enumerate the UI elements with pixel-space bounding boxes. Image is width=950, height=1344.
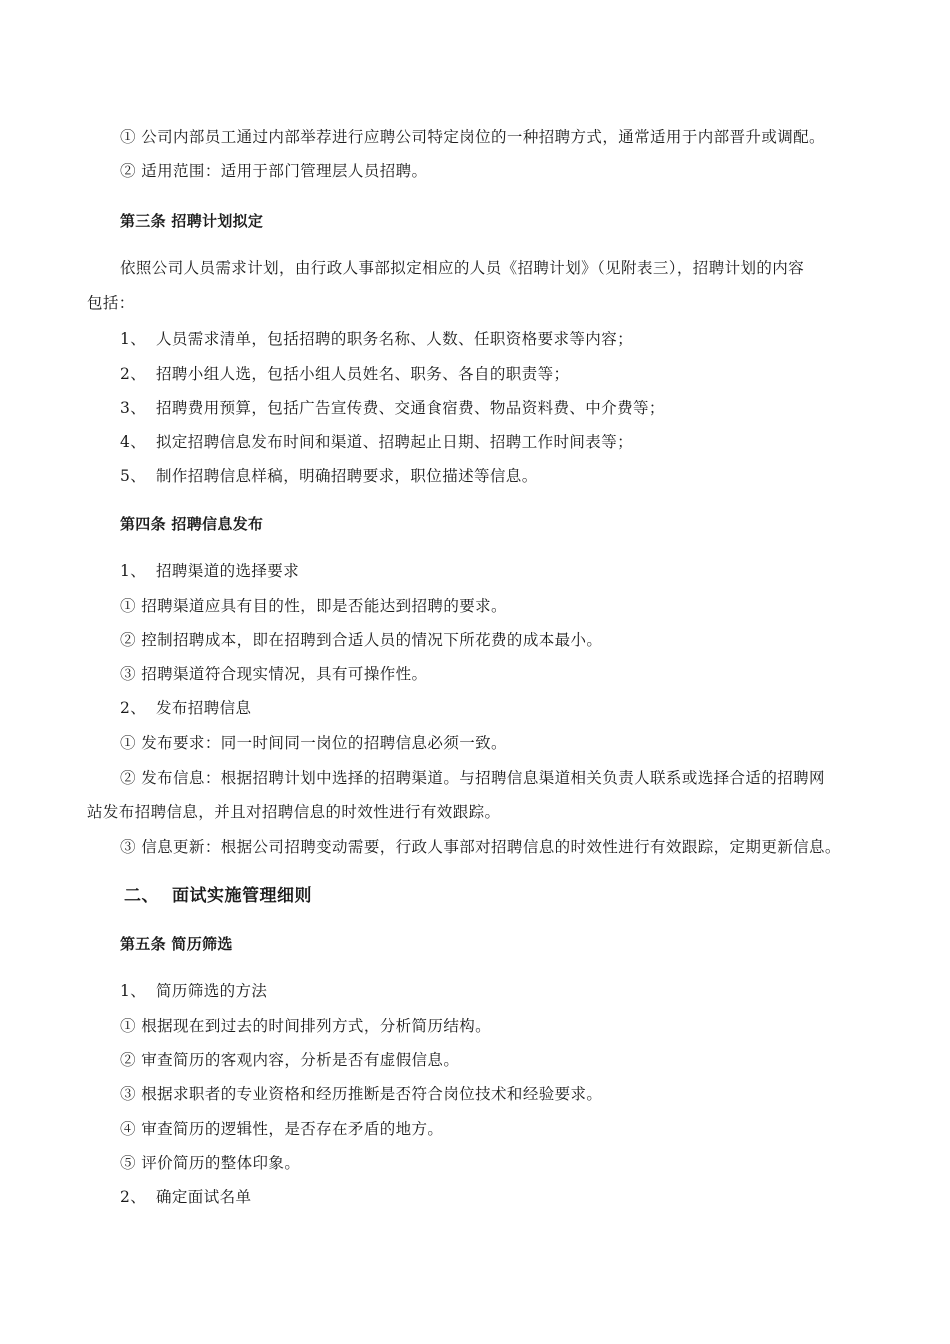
- list-number: 2、: [120, 699, 147, 717]
- list-item: [120, 980, 267, 1002]
- list-text: 确定面试名单: [156, 1188, 252, 1206]
- list-item: [120, 328, 633, 350]
- list-item: [120, 465, 538, 487]
- paragraph-screen-method-4: ④ 审查简历的逻辑性，是否存在矛盾的地方。: [120, 1120, 444, 1138]
- list-item: [120, 560, 299, 582]
- list-number: 5、: [120, 467, 147, 485]
- list-number: 2、: [120, 1188, 147, 1206]
- paragraph-channel-purpose: ① 招聘渠道应具有目的性，即是否能达到招聘的要求。: [120, 597, 507, 615]
- paragraph-plan-intro-cont: 包括：: [87, 294, 135, 312]
- paragraph-info-update: ③ 信息更新：根据公司招聘变动需要，行政人事部对招聘信息的时效性进行有效跟踪，定期更新信息。: [120, 838, 841, 856]
- list-item: [120, 1186, 251, 1208]
- paragraph-screen-method-3: ③ 根据求职者的专业资格和经历推断是否符合岗位技术和经验要求。: [120, 1085, 603, 1103]
- list-number: 1、: [120, 562, 147, 580]
- list-item: [120, 363, 569, 385]
- list-number: 2、: [120, 365, 147, 383]
- section-2-heading: [124, 885, 312, 907]
- paragraph-channel-cost: ② 控制招聘成本，即在招聘到合适人员的情况下所花费的成本最小。: [120, 631, 603, 649]
- list-text: 发布招聘信息: [156, 699, 252, 717]
- paragraph-scope: ② 适用范围：适用于部门管理层人员招聘。: [120, 162, 428, 180]
- paragraph-screen-method-2: ② 审查简历的客观内容，分析是否有虚假信息。: [120, 1051, 460, 1069]
- list-number: 1、: [120, 982, 147, 1000]
- list-text: 招聘费用预算，包括广告宣传费、交通食宿费、物品资料费、中介费等；: [156, 399, 665, 417]
- paragraph-screen-method-5: ⑤ 评价简历的整体印象。: [120, 1154, 301, 1172]
- list-text: 人员需求清单，包括招聘的职务名称、人数、任职资格要求等内容；: [156, 330, 634, 348]
- article-3-heading: 第三条 招聘计划拟定: [120, 212, 264, 230]
- article-4-heading: 第四条 招聘信息发布: [120, 515, 264, 533]
- paragraph-publish-info: ② 发布信息：根据招聘计划中选择的招聘渠道。与招聘信息渠道相关负责人联系或选择合适的招聘网: [120, 769, 825, 787]
- section-number: 二、: [124, 886, 159, 906]
- list-text: 简历筛选的方法: [156, 982, 268, 1000]
- paragraph-channel-practical: ③ 招聘渠道符合现实情况，具有可操作性。: [120, 665, 428, 683]
- list-item: [120, 397, 665, 419]
- list-number: 1、: [120, 330, 147, 348]
- paragraph-internal-referral: ① 公司内部员工通过内部举荐进行应聘公司特定岗位的一种招聘方式，通常适用于内部晋升或调配。: [120, 128, 825, 146]
- list-text: 招聘小组人选，包括小组人员姓名、职务、各自的职责等；: [156, 365, 570, 383]
- list-number: 4、: [120, 433, 147, 451]
- paragraph-screen-method-1: ① 根据现在到过去的时间排列方式，分析简历结构。: [120, 1017, 492, 1035]
- paragraph-publish-requirement: ① 发布要求：同一时间同一岗位的招聘信息必须一致。: [120, 734, 507, 752]
- section-title: 面试实施管理细则: [172, 886, 312, 906]
- list-text: 拟定招聘信息发布时间和渠道、招聘起止日期、招聘工作时间表等；: [156, 433, 634, 451]
- list-item: [120, 697, 251, 719]
- list-number: 3、: [120, 399, 147, 417]
- list-item: [120, 431, 633, 453]
- article-5-heading: 第五条 简历筛选: [120, 935, 233, 953]
- paragraph-plan-intro: 依照公司人员需求计划，由行政人事部拟定相应的人员《招聘计划》（见附表三），招聘计划的内容: [120, 259, 805, 277]
- list-text: 招聘渠道的选择要求: [156, 562, 300, 580]
- list-text: 制作招聘信息样稿，明确招聘要求，职位描述等信息。: [156, 467, 538, 485]
- paragraph-publish-info-cont: 站发布招聘信息，并且对招聘信息的时效性进行有效跟踪。: [87, 803, 501, 821]
